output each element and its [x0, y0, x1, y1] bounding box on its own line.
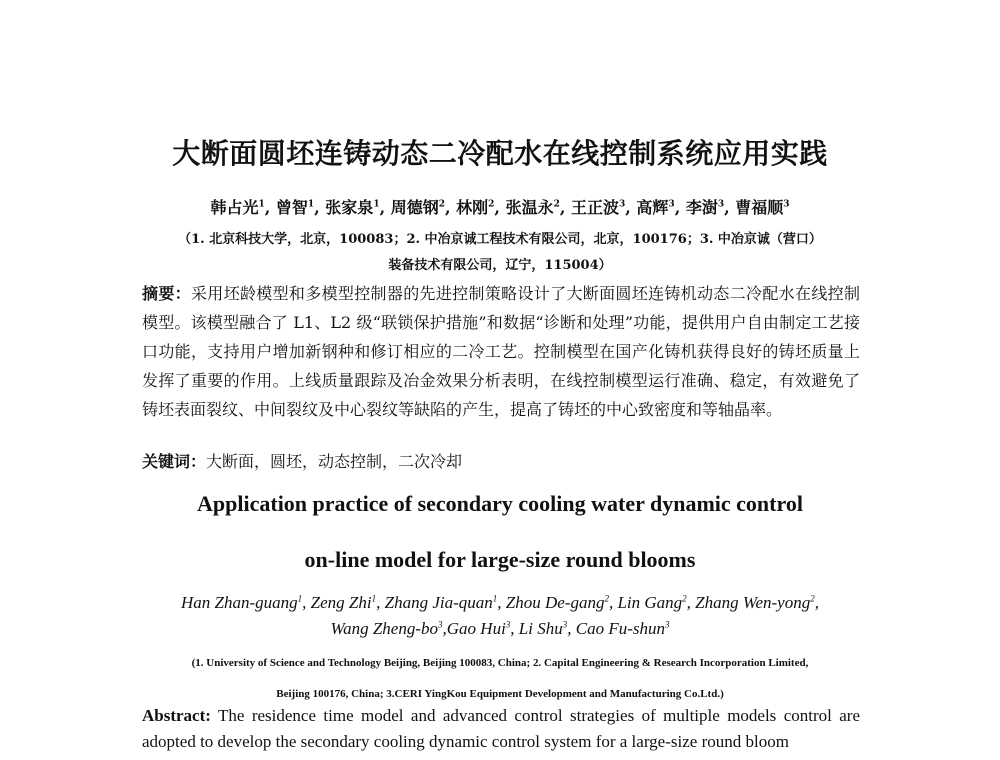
cn-author-affil-mark: 3 — [668, 199, 675, 210]
en-author-name: Zhang Wen-yong — [695, 593, 811, 612]
en-affiliation-line: (1. University of Science and Technology Beijing, Beijing 100083, China; 2. Capital Engineering & Research Incorporation Limited, — [191, 657, 809, 669]
cn-author-affil-mark: 3 — [619, 199, 626, 210]
en-author-line: Han Zhan-guang$^1$, Zeng Zhi$^1$, Zhang Jia-quan$^1$, Zhou De-gang$^2$, Lin Gang$^2$, Zhang Wen-yong$^2$, — [181, 593, 819, 612]
en-author-affil-mark: 2 — [810, 593, 815, 604]
en-author-affil-mark: 1 — [297, 593, 303, 604]
cn-abstract-label: 摘要： — [142, 284, 191, 303]
cn-author-name: 韩占光 — [210, 198, 259, 217]
en-author-affil-mark: 3 — [438, 619, 443, 630]
cn-author-name: 张家泉 — [325, 198, 374, 217]
cn-author-affil-mark: 1 — [373, 199, 380, 210]
cn-author-name: 曾智 — [275, 198, 308, 217]
en-author-affil-mark: 3 — [664, 619, 670, 630]
cn-author-affil-mark: 1 — [258, 199, 265, 210]
en-affiliation-line: Beijing 100176, China; 3.CERI YingKou Equipment Development and Manufacturing Co.Ltd.) — [276, 688, 724, 700]
en-author-affil-mark: 3 — [562, 619, 568, 630]
en-author-line: Wang Zheng-$bo^3,Gao$ Hui$^3$, Li Shu$^3$, Cao Fu-shun$^3$ — [330, 619, 670, 638]
cn-author-name: 周德钢 — [390, 198, 439, 217]
cn-abstract-text: 采用坯龄模型和多模型控制器的先进控制策略设计了大断面圆坯连铸机动态二冷配水在线控制模型。该模型融合了 L1、L2 级“联锁保护措施”和数据“诊断和处理”功能，提供用户自由制定工艺接口功能，支持用户增加新钢种和修订相应的二冷工艺。控制模型在国产化铸机获得良好的铸坯质量上发挥了重要的作用。上线质量跟踪及冶金效果分析表明，在线控制模型运行准确、稳定，有效避免了铸坯表面裂纹、中间裂纹及中心裂纹等缺陷的产生，提高了铸坯的中心致密度和等轴晶率。 — [142, 284, 860, 419]
cn-affiliation-line: 装备技术有限公司，辽宁，115004） — [388, 258, 612, 273]
cn-keywords-text: 大断面，圆坯，动态控制，二次冷却 — [206, 452, 463, 471]
cn-keywords-label: 关键词： — [142, 452, 207, 471]
cn-affiliation-line: （1. 北京科技大学，北京，100083；2. 中冶京诚工程技术有限公司，北京，100176；3. 中冶京诚（营口） — [178, 232, 822, 247]
en-author-name: Gao Hui — [446, 619, 506, 638]
cn-author-name: 李澍 — [685, 198, 718, 217]
en-author-affil-mark: 3 — [505, 619, 511, 630]
en-author-affil-mark: 1 — [492, 593, 498, 604]
cn-author-affil-mark: 2 — [553, 199, 560, 210]
en-author-affil-mark: 2 — [682, 593, 687, 604]
en-abstract-text: The residence time model and advanced control strategies of multiple models control are adopted to develop the secondary cooling dynamic control system for a large-size round bloom — [142, 706, 860, 751]
cn-author-name: 林刚 — [456, 198, 489, 217]
cn-author-affil-mark: 1 — [307, 199, 315, 210]
chinese-title: 大断面圆坯连铸动态二冷配水在线控制系统应用实践 — [172, 137, 828, 170]
en-author-name: Zhou De-gang — [505, 593, 605, 612]
english-title-line-1: Application practice of secondary cooling water dynamic control — [197, 491, 803, 516]
cn-author-name: 王正波 — [570, 198, 619, 217]
en-author-name: Li Shu — [518, 619, 563, 638]
en-abstract-label: Abstract: — [142, 706, 211, 725]
english-title-line-2: on-line model for large-size round blooms — [304, 547, 696, 572]
en-author-name: Han Zhan-guang — [181, 593, 298, 612]
cn-author-affil-mark: 3 — [717, 199, 725, 210]
chinese-affiliations — [110, 227, 890, 279]
cn-author-affil-mark: 2 — [438, 199, 445, 210]
english-abstract — [142, 703, 860, 755]
chinese-author-list: 韩占光$^1$, 曾智$^1$, 张家泉$^1$, 周德钢$^2$, 林刚$^2$, 张温永$^2$, 王正波$^3$, 高辉$^3$, 李澍$^3$, 曹福顺$^3$ — [210, 198, 790, 217]
en-author-name: Wang Zheng-bo — [330, 619, 439, 638]
cn-author-affil-mark: 3 — [783, 199, 790, 210]
english-affiliations — [120, 648, 880, 710]
chinese-keywords — [142, 450, 860, 474]
cn-author-affil-mark: 2 — [488, 199, 495, 210]
cn-author-name: 高辉 — [636, 198, 669, 217]
en-author-name: Lin Gang — [617, 593, 683, 612]
chinese-abstract — [142, 279, 860, 424]
cn-author-name: 张温永 — [505, 198, 554, 217]
en-author-name: Cao Fu-shun — [575, 619, 665, 638]
en-author-affil-mark: 2 — [604, 593, 609, 604]
english-author-list — [120, 590, 880, 642]
en-author-name: Zhang Jia-quan — [384, 593, 493, 612]
cn-author-name: 曹福顺 — [735, 198, 784, 217]
en-author-affil-mark: 1 — [371, 593, 377, 604]
en-author-name: Zeng Zhi — [310, 593, 372, 612]
